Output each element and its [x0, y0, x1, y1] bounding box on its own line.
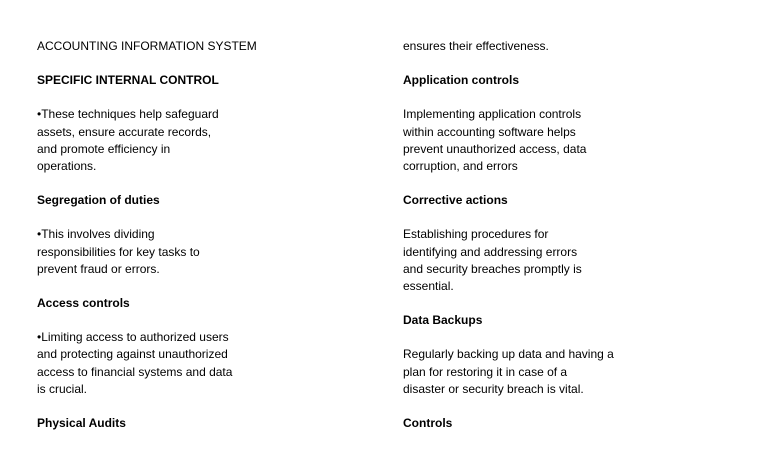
body-line: Implementing application controls: [403, 107, 582, 122]
body-line: and promote efficiency in: [37, 141, 171, 156]
body-line: corruption, and errors: [403, 159, 518, 174]
document-title: ACCOUNTING INFORMATION SYSTEM: [37, 39, 257, 53]
body-line: prevent unauthorized access, data: [403, 141, 587, 156]
right-column: [403, 38, 743, 449]
body-line: essential.: [403, 279, 454, 294]
section-heading-application-controls: Application controls: [403, 73, 520, 88]
body-line: within accounting software helps: [403, 124, 576, 139]
body-line: Establishing procedures for: [403, 227, 549, 242]
section-heading-data-backups: Data Backups: [403, 313, 483, 328]
section-body-specific-internal-control: [37, 106, 367, 175]
section-body-segregation-of-duties: [37, 226, 367, 278]
section-heading-corrective-actions: Corrective actions: [403, 193, 508, 208]
section-body-access-controls: [37, 329, 367, 398]
section-body-data-backups: [403, 346, 743, 398]
section-heading-segregation-of-duties: Segregation of duties: [37, 193, 160, 208]
section-heading-controls: Controls: [403, 416, 453, 431]
body-line: and security breaches promptly is: [403, 261, 582, 276]
body-line: prevent fraud or errors.: [37, 261, 160, 276]
body-line: access to financial systems and data: [37, 364, 233, 379]
body-line: operations.: [37, 159, 97, 174]
body-line: responsibilities for key tasks to: [37, 244, 200, 259]
body-line: plan for restoring it in case of a: [403, 364, 568, 379]
continuation-text: ensures their effectiveness.: [403, 39, 549, 53]
body-line: is crucial.: [37, 381, 88, 396]
section-heading-physical-audits: Physical Audits: [37, 416, 126, 431]
section-heading-access-controls: Access controls: [37, 296, 130, 311]
body-line: disaster or security breach is vital.: [403, 381, 584, 396]
body-line: assets, ensure accurate records,: [37, 124, 212, 139]
body-line: •This involves dividing: [37, 227, 155, 242]
left-column: [37, 38, 367, 449]
body-line: identifying and addressing errors: [403, 244, 578, 259]
body-line: •Limiting access to authorized users: [37, 330, 229, 345]
section-body-application-controls: [403, 106, 743, 175]
body-line: Regularly backing up data and having a: [403, 347, 614, 362]
body-line: •These techniques help safeguard: [37, 107, 219, 122]
section-body-corrective-actions: [403, 226, 743, 295]
section-heading-specific-internal-control: SPECIFIC INTERNAL CONTROL: [37, 73, 219, 88]
body-line: and protecting against unauthorized: [37, 347, 228, 362]
